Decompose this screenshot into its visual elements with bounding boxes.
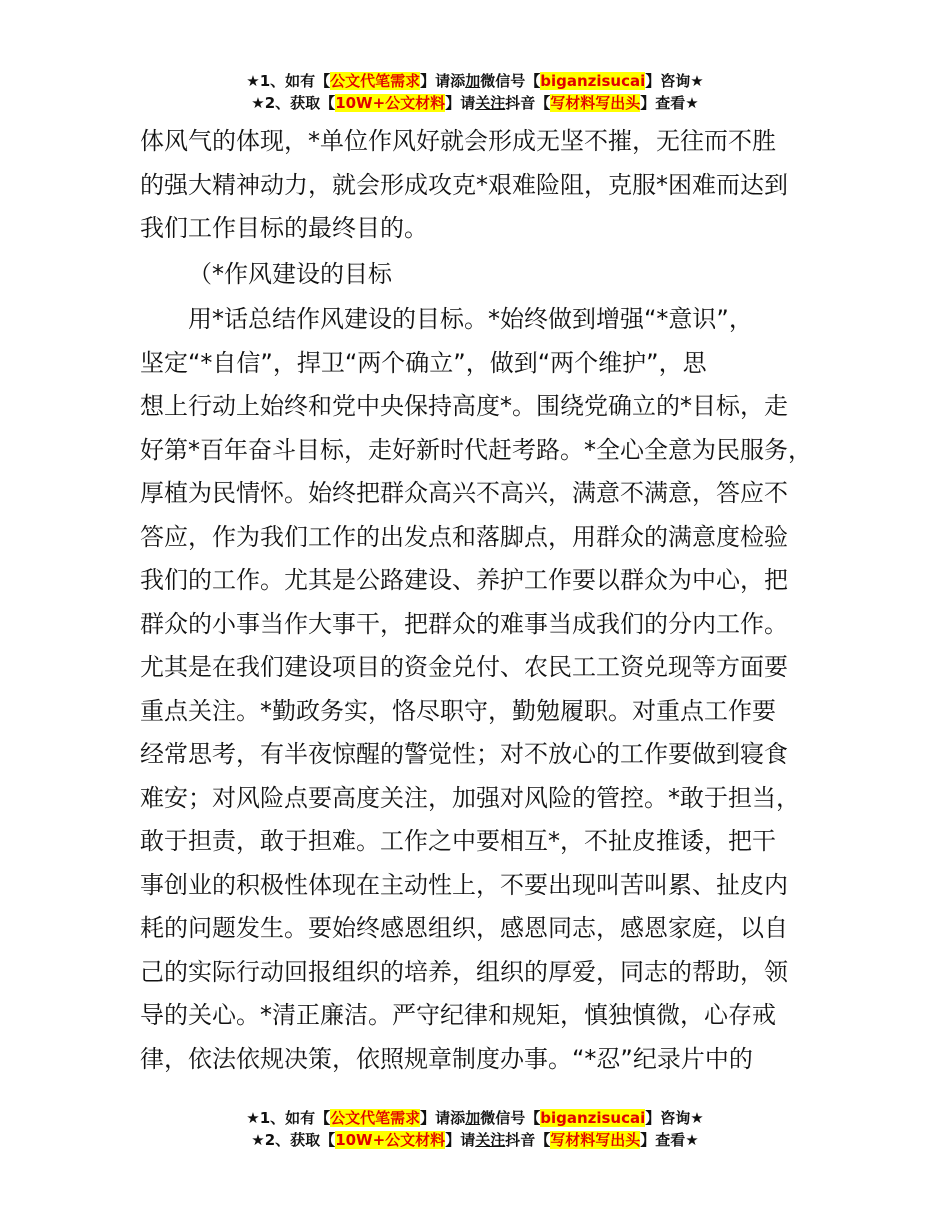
banner-highlight: 公文代笔需求	[330, 1109, 421, 1127]
banner-text: 抖音【	[505, 94, 551, 112]
text-line: 我们的工作。尤其是公路建设、养护工作要以群众为中心，把	[140, 566, 788, 594]
paragraph-continuation	[140, 120, 840, 251]
text-line: 我们工作目标的最终目的。	[140, 214, 428, 242]
banner-text: ★2、获取【	[251, 94, 336, 112]
banner-text: ★1、如有【	[246, 1109, 331, 1127]
banner-text: ★1、如有【	[246, 72, 331, 90]
banner-underlined: 加	[465, 1109, 481, 1127]
banner-text: 】请添	[420, 1109, 466, 1127]
text-line: 尤其是在我们建设项目的资金兑付、农民工工资兑现等方面要	[140, 653, 788, 681]
text-line: 律，依法依规决策，依照规章制度办事。“*忍”纪录片中的	[140, 1044, 753, 1073]
section-heading: （*作风建设的目标	[188, 259, 392, 288]
banner-text: 】查看★	[640, 94, 699, 112]
text-line: 经常思考，有半夜惊醒的警觉性；对不放心的工作要做到寝食	[140, 740, 788, 768]
banner-highlight: biganzisucai	[540, 1109, 646, 1127]
banner-underlined: 关注	[475, 1131, 506, 1149]
banner-highlight: 10W+公文材料	[335, 94, 446, 112]
banner-text: 微信号【	[480, 1109, 541, 1127]
text-line: 体风气的体现，*单位作风好就会形成无坚不摧，无往而不胜	[140, 127, 776, 155]
text-line: 群众的小事当作大事干，把群众的难事当成我们的分内工作。	[140, 609, 788, 638]
banner-highlight: 写材料写出头	[550, 94, 641, 112]
banner-line-2	[0, 1129, 950, 1151]
text-line: 己的实际行动回报组织的培养，组织的厚爱，同志的帮助，领	[140, 957, 788, 986]
banner-text: 抖音【	[505, 1131, 551, 1149]
banner-highlight: 写材料写出头	[550, 1131, 641, 1149]
text-line: 重点关注。*勤政务实，恪尽职守，勤勉履职。对重点工作要	[140, 696, 776, 725]
banner-text: 】请	[445, 1131, 476, 1149]
text-line: 想上行动上始终和党中央保持高度*。围绕党确立的*目标，走	[140, 392, 788, 420]
text-line: 厚植为民情怀。始终把群众高兴不高兴，满意不满意，答应不	[140, 479, 788, 507]
banner-text: 】请	[445, 94, 476, 112]
text-line: 好第*百年奋斗目标，走好新时代赶考路。*全心全意为民服务，	[140, 435, 812, 464]
text-line: 难安；对风险点要高度关注，加强对风险的管控。*敢于担当，	[140, 783, 800, 812]
banner-underlined: 加	[465, 72, 481, 90]
header-banner	[0, 70, 950, 114]
banner-highlight: 公文代笔需求	[330, 72, 421, 90]
text-line: 的强大精神动力，就会形成攻克*艰难险阻，克服*困难而达到	[140, 170, 788, 199]
banner-line-1	[0, 1107, 950, 1129]
banner-text: 】请添	[420, 72, 466, 90]
banner-highlight: biganzisucai	[540, 72, 646, 90]
banner-text: 微信号【	[480, 72, 541, 90]
text-line: 答应，作为我们工作的出发点和落脚点，用群众的满意度检验	[140, 522, 788, 551]
banner-line-1	[0, 70, 950, 92]
banner-line-2	[0, 92, 950, 114]
text-line: 坚定“*自信”，捍卫“两个确立”，做到“两个维护”，思	[140, 348, 707, 377]
paragraph-goals	[140, 298, 840, 1081]
banner-underlined: 关注	[475, 94, 506, 112]
text-line: 事创业的积极性体现在主动性上，不要出现叫苦叫累、扯皮内	[140, 870, 788, 899]
text-line: 导的关心。*清正廉洁。严守纪律和规矩，慎独慎微，心存戒	[140, 1001, 776, 1029]
banner-text: 】查看★	[640, 1131, 699, 1149]
document-body	[140, 120, 840, 1081]
footer-banner	[0, 1107, 950, 1151]
text-line: 用*话总结作风建设的目标。*始终做到增强“*意识”，	[188, 305, 753, 333]
text-line: 耗的问题发生。要始终感恩组织，感恩同志，感恩家庭，以自	[140, 914, 788, 942]
banner-text: ★2、获取【	[251, 1131, 336, 1149]
banner-text: 】咨询★	[645, 1109, 704, 1127]
banner-text: 】咨询★	[645, 72, 704, 90]
banner-highlight: 10W+公文材料	[335, 1131, 446, 1149]
text-line: 敢于担责，敢于担难。工作之中要相互*，不扯皮推诿，把干	[140, 827, 776, 855]
